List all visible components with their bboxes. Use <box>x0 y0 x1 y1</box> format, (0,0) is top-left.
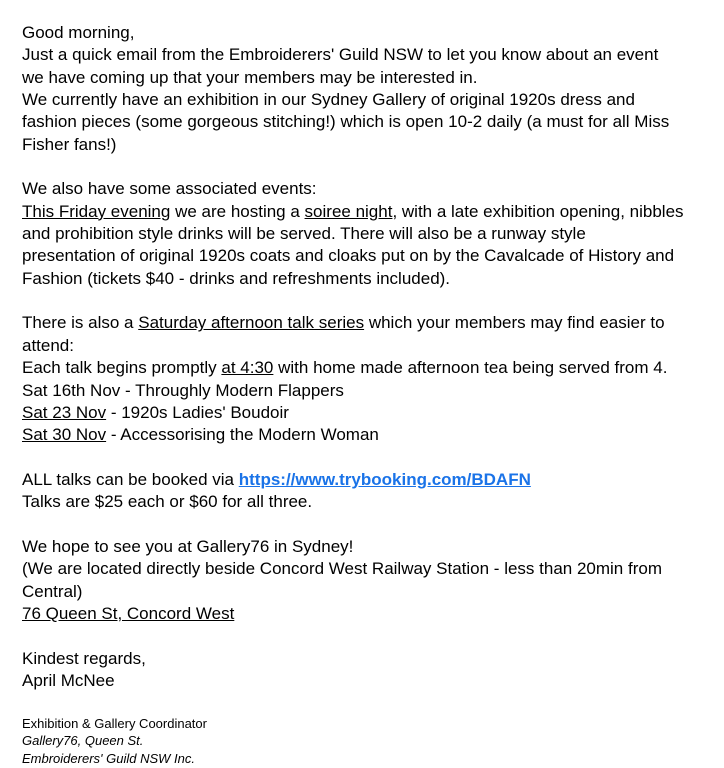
text-segment: Good morning, <box>22 23 135 42</box>
email-line <box>22 715 704 733</box>
email-line <box>22 536 704 558</box>
text-segment: Just a quick email from the Embroiderers' Guild NSW to let you know about an event <box>22 45 659 65</box>
email-line <box>22 732 704 750</box>
email-line <box>22 134 704 156</box>
email-line <box>22 89 704 111</box>
blank-line <box>22 692 704 714</box>
text-segment: We currently have an exhibition in our Sydney Gallery of original 1920s dress and <box>22 90 635 110</box>
email-line <box>22 245 704 267</box>
email-line <box>22 558 704 580</box>
email-line <box>22 357 704 379</box>
email-line <box>22 312 704 334</box>
text-segment: April McNee <box>22 670 115 690</box>
underlined-text: Sat 30 Nov <box>22 425 107 445</box>
text-segment: Kindest regards, <box>22 648 146 668</box>
underlined-text: soiree night <box>304 201 393 221</box>
text-segment: and prohibition style drinks will be served. There will also be a runway style <box>22 224 586 244</box>
text-segment: fashion pieces (some gorgeous stitching!) which is open 10-2 daily (a must for all Miss <box>22 112 670 132</box>
underlined-text: at 4:30 <box>221 358 274 378</box>
email-line <box>22 67 704 89</box>
blank-line <box>22 290 704 312</box>
blank-line <box>22 447 704 469</box>
email-line <box>22 380 704 402</box>
text-segment: We hope to see you at Gallery76 in Sydney! <box>22 536 354 556</box>
text-segment: (We are located directly beside Concord West Railway Station - less than 20min from <box>22 559 662 579</box>
email-line <box>22 201 704 223</box>
email-line <box>22 750 704 768</box>
text-segment: presentation of original 1920s coats and cloaks put on by the Cavalcade of History and <box>22 246 675 266</box>
underlined-text: Saturday afternoon talk series <box>138 313 365 333</box>
email-line <box>22 22 704 44</box>
email-line <box>22 268 704 290</box>
text-segment: Talks are $25 each or $60 for all three. <box>22 492 313 512</box>
email-line <box>22 469 704 491</box>
text-segment: we have coming up that your members may be interested in. <box>22 67 478 87</box>
text-segment: we are hosting a <box>170 201 305 221</box>
email-line <box>22 648 704 670</box>
text-segment: Sat 16th Nov - Throughly Modern Flappers <box>22 380 344 400</box>
text-segment: Exhibition & Gallery Coordinator <box>22 715 207 731</box>
email-line <box>22 670 704 692</box>
email-line <box>22 111 704 133</box>
text-segment: with home made afternoon tea being served from 4. <box>273 358 668 378</box>
email-line <box>22 44 704 66</box>
trybooking-link[interactable]: https://www.trybooking.com/BDAFN <box>238 469 531 489</box>
blank-line <box>22 625 704 647</box>
email-line <box>22 223 704 245</box>
underlined-text: 76 Queen St, Concord West <box>22 603 235 623</box>
text-segment: , with a late exhibition opening, nibbles <box>392 201 684 221</box>
text-segment: There is also a <box>22 313 139 333</box>
text-segment: Fisher fans!) <box>22 134 117 154</box>
text-segment: Fashion (tickets $40 - drinks and refreshments included). <box>22 268 451 288</box>
text-segment: Gallery76, Queen St. <box>22 733 144 749</box>
email-line <box>22 178 704 200</box>
blank-line <box>22 156 704 178</box>
email-line <box>22 603 704 625</box>
underlined-text: This Friday evening <box>22 201 171 221</box>
text-segment: Embroiderers' Guild NSW Inc. <box>22 750 195 766</box>
text-segment: Each talk begins promptly <box>22 358 222 378</box>
email-line <box>22 424 704 446</box>
email-line <box>22 581 704 603</box>
email-line <box>22 402 704 424</box>
text-segment: ALL talks can be booked via <box>22 469 239 489</box>
text-segment: We also have some associated events: <box>22 179 317 199</box>
email-line <box>22 335 704 357</box>
email-line <box>22 491 704 513</box>
text-segment: attend: <box>22 335 74 355</box>
underlined-text: Sat 23 Nov <box>22 402 107 422</box>
text-segment: Central) <box>22 581 83 601</box>
text-segment: - Accessorising the Modern Woman <box>106 425 379 445</box>
blank-line <box>22 514 704 536</box>
text-segment: which your members may find easier to <box>364 313 665 333</box>
text-segment: - 1920s Ladies' Boudoir <box>106 402 289 422</box>
